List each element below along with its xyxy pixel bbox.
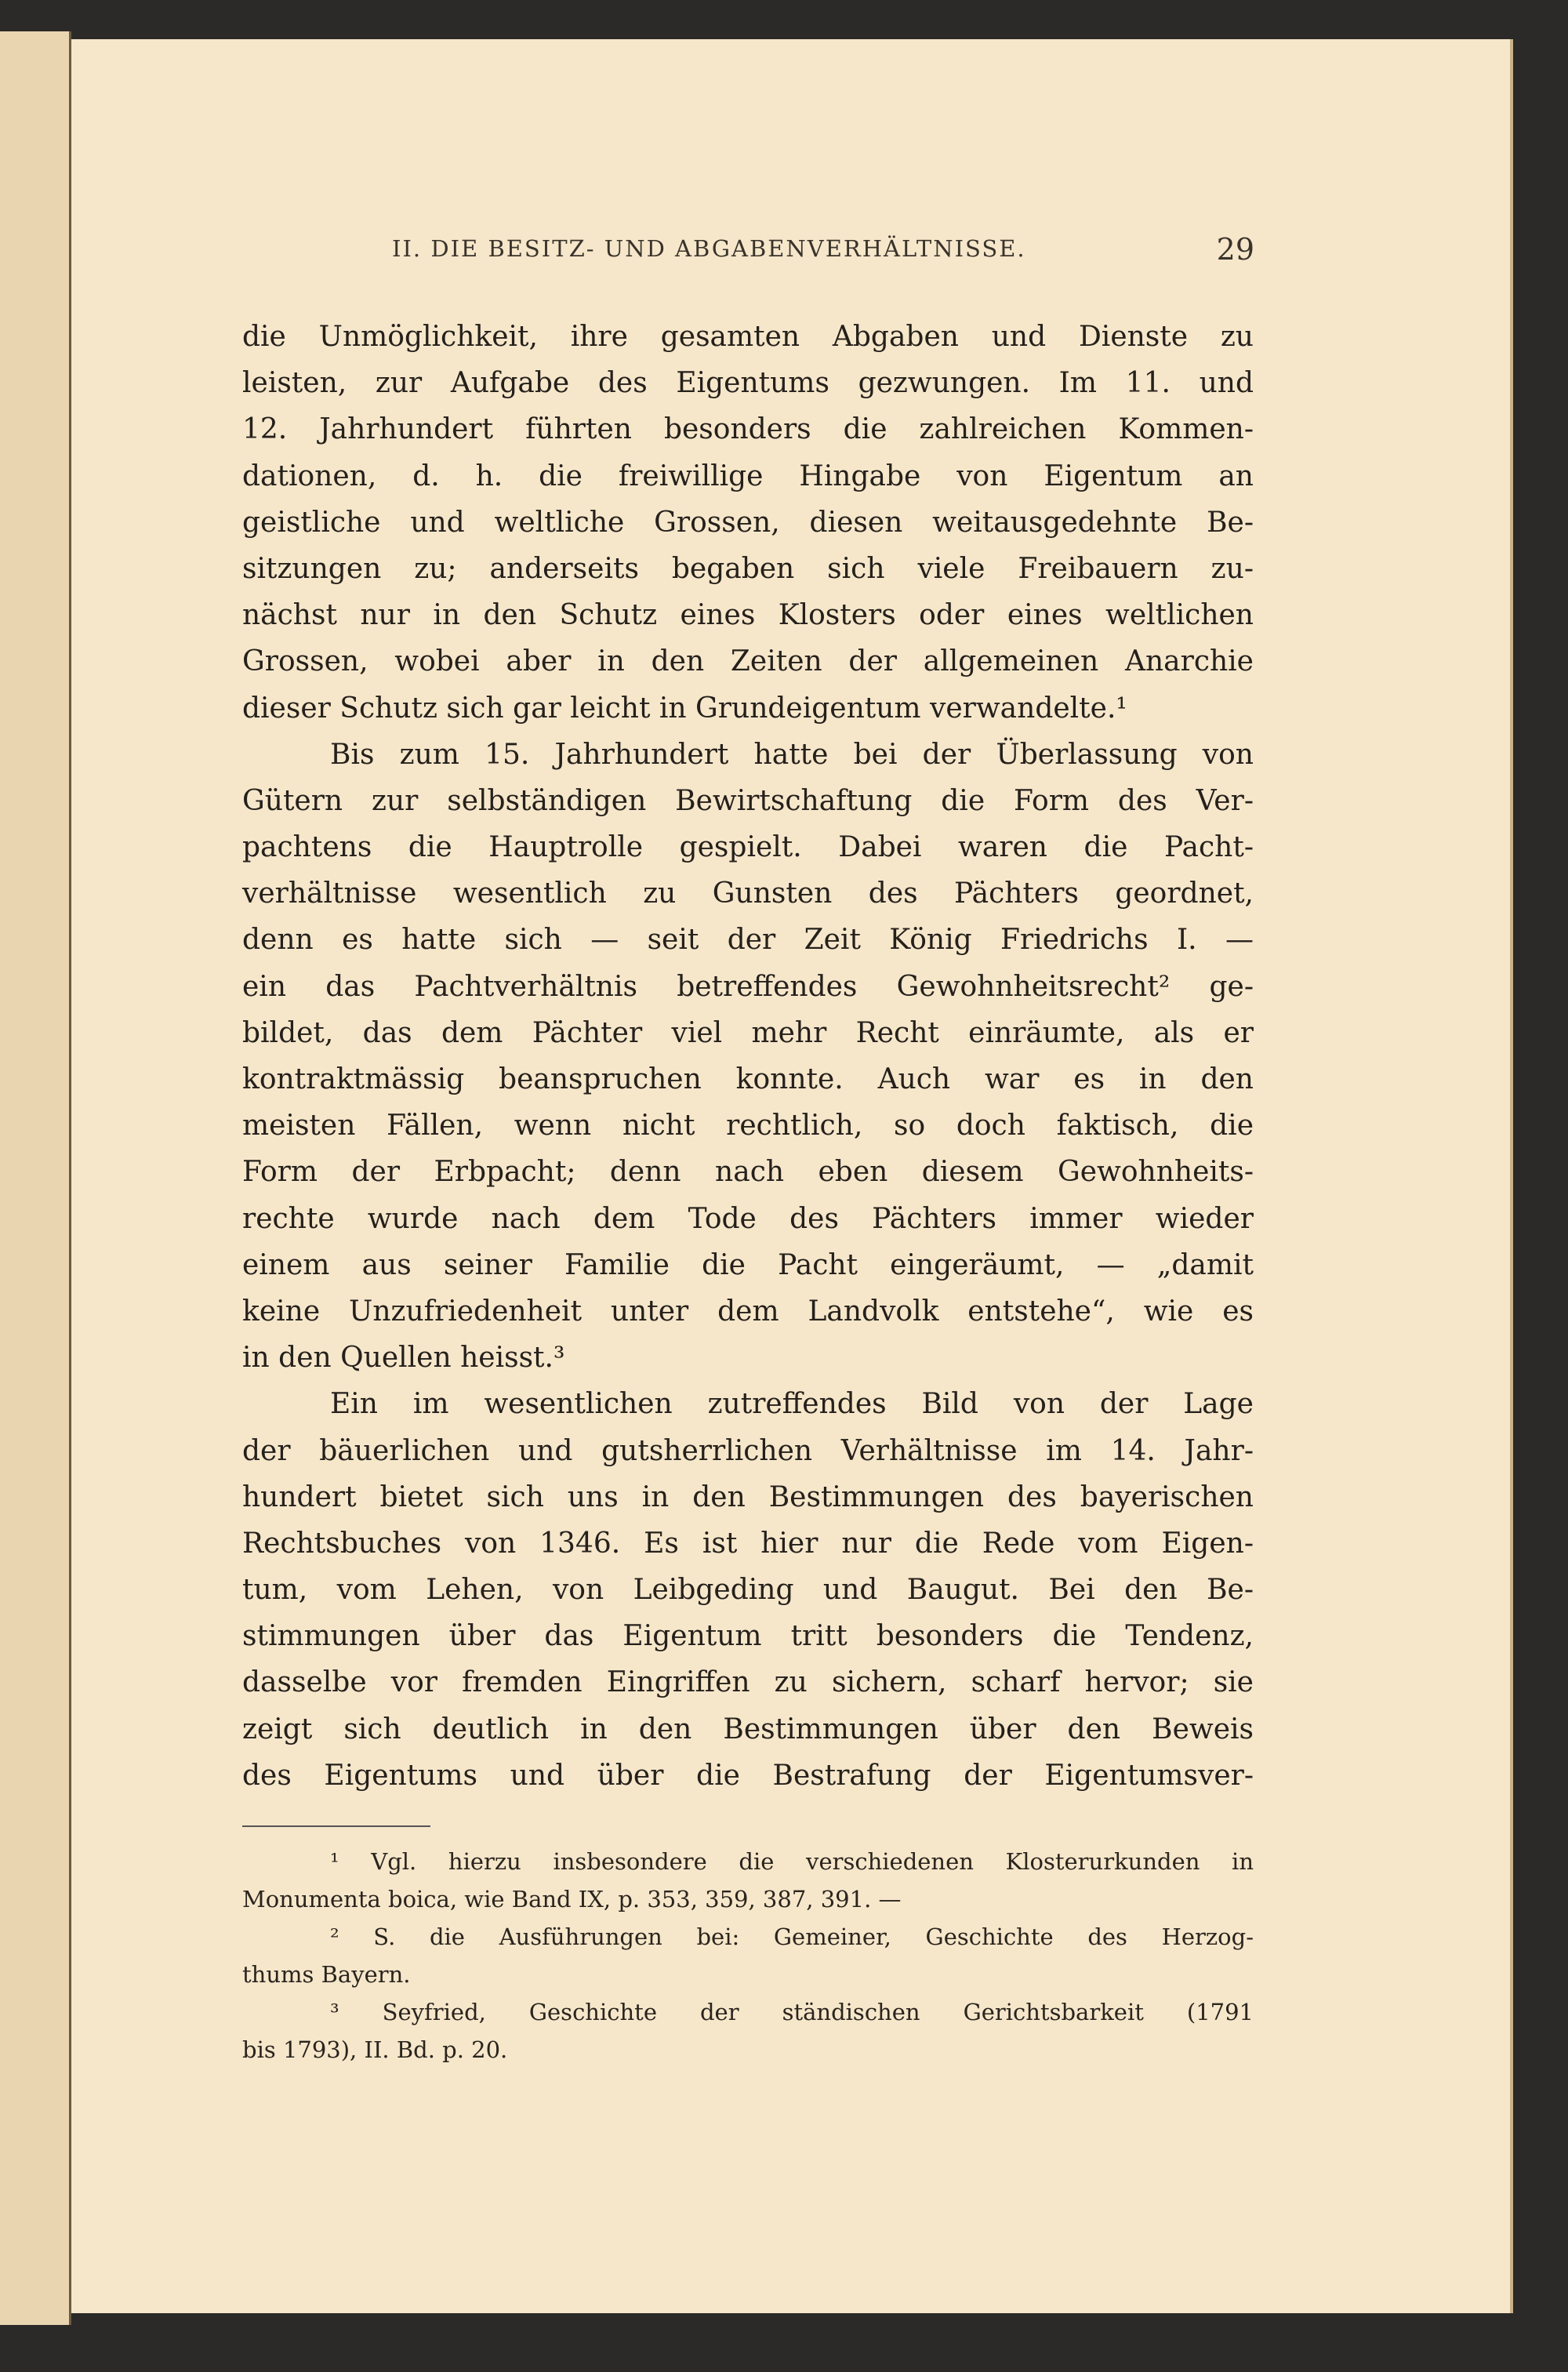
text-line: geistliche und weltliche Grossen, diesen weitausgedehnte Be- — [242, 506, 1254, 539]
text-line: keine Unzufriedenheit unter dem Landvolk entstehe“, wie es — [242, 1295, 1254, 1328]
text-line: hundert bietet sich uns in den Bestimmungen des bayerischen — [242, 1480, 1254, 1513]
text-line: verhältnisse wesentlich zu Gunsten des Pächters geordnet, — [242, 877, 1254, 910]
text-line: 12. Jahrhundert führten besonders die zahlreichen Kommen- — [242, 413, 1254, 446]
text-line: rechte wurde nach dem Tode des Pächters immer wieder — [242, 1202, 1254, 1235]
page-number: 29 — [1216, 232, 1254, 267]
footnote-line: ³ Seyfried, Geschichte der ständischen Gerichtsbarkeit (1791 — [330, 1999, 1254, 2025]
text-line: stimmungen über das Eigentum tritt besonders die Tendenz, — [242, 1620, 1254, 1653]
text-line: bildet, das dem Pächter viel mehr Recht einräumte, als er — [242, 1016, 1254, 1049]
text-line: die Unmöglichkeit, ihre gesamten Abgaben und Dienste zu — [242, 321, 1254, 353]
footnote-line: bis 1793), II. Bd. p. 20. — [242, 2036, 508, 2063]
text-line: dasselbe vor fremden Eingriffen zu sichern, scharf hervor; sie — [242, 1666, 1254, 1699]
footnote-line: thums Bayern. — [242, 1961, 411, 1988]
text-line: dationen, d. h. die freiwillige Hingabe von Eigentum an — [242, 460, 1254, 492]
footnote-line: ¹ Vgl. hierzu insbesondere die verschiedenen Klosterurkunden in — [330, 1848, 1254, 1875]
text-line: Rechtsbuches von 1346. Es ist hier nur die Rede vom Eigen- — [242, 1527, 1254, 1560]
footnotes — [242, 1843, 1254, 2069]
text-line: meisten Fällen, wenn nicht rechtlich, so doch faktisch, die — [242, 1110, 1254, 1142]
text-line: der bäuerlichen und gutsherrlichen Verhältnisse im 14. Jahr- — [242, 1434, 1254, 1467]
text-line: denn es hatte sich — seit der Zeit König Friedrichs I. — — [242, 924, 1254, 957]
text-line: ein das Pachtverhältnis betreffendes Gewohnheitsrecht² ge- — [242, 970, 1254, 1003]
running-header-title: II. DIE BESITZ- UND ABGABENVERHÄLTNISSE. — [392, 235, 1026, 262]
footnote-line: ² S. die Ausführungen bei: Gemeiner, Geschichte des Herzog- — [330, 1923, 1254, 1950]
text-line: kontraktmässig beanspruchen konnte. Auch war es in den — [242, 1063, 1254, 1095]
text-line: Form der Erbpacht; denn nach eben diesem Gewohnheits- — [242, 1156, 1254, 1189]
text-line: Bis zum 15. Jahrhundert hatte bei der Überlassung von — [330, 738, 1254, 771]
text-line: tum, vom Lehen, von Leibgeding und Baugut. Bei den Be- — [242, 1574, 1254, 1607]
footnote-line: Monumenta boica, wie Band IX, p. 353, 359, 387, 391. — — [242, 1886, 902, 1912]
text-line: Ein im wesentlichen zutreffendes Bild von der Lage — [330, 1388, 1254, 1421]
text-line: zeigt sich deutlich in den Bestimmungen über den Beweis — [242, 1713, 1254, 1745]
text-line: Grossen, wobei aber in den Zeiten der allgemeinen Anarchie — [242, 645, 1254, 678]
text-line: in den Quellen heisst.³ — [242, 1342, 565, 1375]
text-line: dieser Schutz sich gar leicht in Grundeigentum verwandelte.¹ — [242, 692, 1127, 725]
text-line: Gütern zur selbständigen Bewirtschaftung die Form des Ver- — [242, 784, 1254, 817]
running-header — [392, 232, 1254, 267]
text-line: einem aus seiner Familie die Pacht eingeräumt, — „damit — [242, 1248, 1254, 1281]
text-line: pachtens die Hauptrolle gespielt. Dabei waren die Pacht- — [242, 831, 1254, 864]
text-line: sitzungen zu; anderseits begaben sich viele Freibauern zu- — [242, 552, 1254, 585]
text-line: leisten, zur Aufgabe des Eigentums gezwungen. Im 11. und — [242, 367, 1254, 400]
text-line: nächst nur in den Schutz eines Klosters oder eines weltlichen — [242, 599, 1254, 632]
text-line: des Eigentums und über die Bestrafung der Eigentumsver- — [242, 1759, 1254, 1792]
body-text — [242, 314, 1254, 1799]
footnote-rule — [242, 1825, 430, 1827]
facing-page-edge — [0, 31, 71, 2325]
